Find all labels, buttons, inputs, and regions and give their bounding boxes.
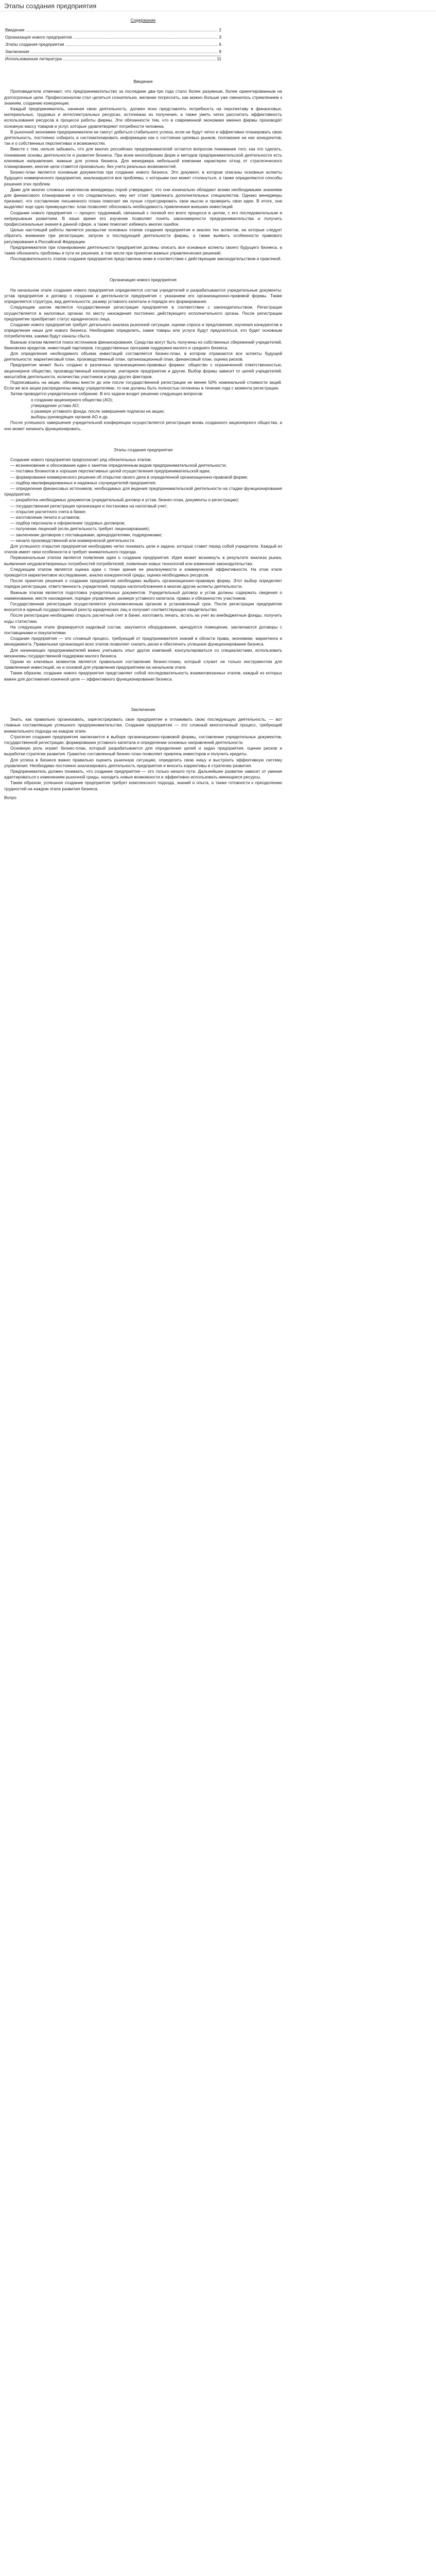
intro-paragraph: Предприниматели при планировании деятельности предприятия должны описать все основные аспекты своего будущего бизнеса, а также обозначить проблемы и пути их решения, в том числе при принятии важных управленческих решений. xyxy=(4,244,282,256)
section2-paragraph: — определение финансовых источников, необходимых для ведения предпринимательской деятельности на стадии функционирования предприятия; xyxy=(4,485,282,497)
toc-item-page: 2 xyxy=(219,27,221,33)
section1-paragraph: Создание нового предприятия требует детального анализа рыночной ситуации, оценки спроса и предложения, изучения конкурентов и определения ниши для нового бизнеса. Необходимо определить, какие товары или услуги будут предлагаться, кто будет основным потребителем, какими будут каналы сбыта. xyxy=(4,321,282,339)
intro-paragraph: Вместе с тем, нельзя забывать, что для многих российских предпринимателей остается вопросом понимание того, как это сделать, понимание основы деятельности и развития бизнеса. При всем многообразии форм и методов предпринимательской деятельности есть ключевые направления, важные для успеха бизнеса. Для менеджера небольшой компании характерен отход от стратегического планирования, многие цели ставятся произвольно, без учета реальных возможностей. xyxy=(4,146,282,170)
intro-paragraph: Бизнес-план является основным документом при создании нового бизнеса. Это документ, в котором описаны основные аспекты будущего коммерческого предприятия, анализируются все проблемы, с которыми оно может столкнуться, а также определяются способы решения этих проблем. xyxy=(4,170,282,187)
conclusion-heading: Заключение xyxy=(131,706,155,712)
section2-paragraph: — открытие расчетного счета в банке; xyxy=(10,509,86,514)
section2-paragraph: Таким образом, создание нового предприятия представляет собой последовательность взаимосвязанных этапов, каждый из которых важен для достижения конечной цели — эффективного функционирования бизнеса. xyxy=(4,670,282,682)
section2-body xyxy=(4,457,282,682)
conclusion-paragraph: Предприниматель должен понимать, что создание предприятия — это только начало пути. Дальнейшее развитие зависит от умения адаптироваться к изменениям рыночной среды, находить новые возможности и эффективно использовать имеющиеся ресурсы. xyxy=(4,768,282,780)
toc-heading: Содержание xyxy=(130,18,156,23)
section2-paragraph: — возникновение и обоснование идеи о занятии определенным видом предпринимательской деятельности; xyxy=(10,463,227,468)
section2-paragraph: — заключение договоров с поставщиками, арендодателями, подрядчиками; xyxy=(10,532,162,537)
section2-paragraph: На следующем этапе формируется кадровый состав, закупается оборудование, арендуется помещение, заключаются договоры с поставщиками и покупателями. xyxy=(4,624,282,636)
toc-item-label: Заключение xyxy=(5,48,29,54)
toc-leader xyxy=(63,56,216,62)
list-item: утверждение устава АО; xyxy=(31,402,80,408)
toc-item[interactable] xyxy=(5,49,221,56)
toc-item-page: 11 xyxy=(217,56,221,62)
section2-paragraph: После принятия решения о создании предприятия необходимо выбрать организационно-правовую форму. Этот выбор определяет порядок регистрации, ответственность учредителей, порядок налогообложения и многие другие аспекты деятельности. xyxy=(4,578,282,589)
conclusion-paragraph: Знать, как правильно организовать, зарегистрировать свое предприятие и отлаживать свою последующую деятельность, — вот главные составляющие успешного предпринимательства. Создание предприятия — это сложный многоэтапный процесс, требующий внимательного подхода на каждом этапе. xyxy=(4,717,282,734)
section2-paragraph: Для успешного открытия предприятия необходимо четко понимать цели и задачи, которые ставят перед собой учредители. Каждый из этапов имеет свои особенности и требует внимательного подхода. xyxy=(4,544,282,555)
section2-paragraph: — разработка необходимых документов (учредительный договор и устав, бизнес-план, документы о регистрации); xyxy=(10,497,239,503)
toc-leader xyxy=(30,49,218,55)
section2-intro: Создание нового предприятия предполагает ряд обязательных этапов: xyxy=(10,456,152,462)
intro-paragraph: Даже для многих сложных комплексов менеджеры порой утверждают, что они изначально обладают всеми необходимыми знаниями для финансового планирования и что следовательно, ему нет стоит привлекать дополнительных специалистов. Однако менеджеры признают, что составление письменного плана помогает им лучше структурировать свои мысли и проверить свои идеи. В итоге, они выделяют еще одно преимущество: план позволяет обосновать необходимость привлечения внешних инвестиций. xyxy=(4,187,282,210)
section2-paragraph: — изготовление печати и штампов; xyxy=(10,515,81,520)
conclusion-body xyxy=(4,717,282,792)
intro-paragraph: Последовательность этапов создания предприятия представлена ниже в соответствии с действующим законодательством и практикой. xyxy=(10,256,282,262)
section2-paragraph: Важным этапом является подготовка учредительных документов. Учредительный договор и устав должны содержать сведения о наименовании, месте нахождения, порядке управления, размере уставного капитала, правах и обязанностях участников. xyxy=(4,589,282,601)
toc-item[interactable] xyxy=(5,27,221,35)
table-of-contents xyxy=(4,27,221,63)
intro-section xyxy=(4,89,282,262)
section1-paragraph: На начальном этапе создания нового предприятия определяется состав учредителей и разрабатываются учредительные документы: устав предприятия и договор о создании и деятельности предприятия с указанием его организационно-правовой формы. Также определяется структура, вид деятельности, размер уставного капитала и порядок его формирования. xyxy=(4,287,282,304)
section1-paragraph: Важным этапом является поиск источников финансирования. Средства могут быть получены из собственных сбережений учредителей, банковских кредитов, инвестиций партнеров, государственных программ поддержки малого и среднего бизнеса. xyxy=(4,339,282,350)
list-item: о создании акционерного общества (АО); xyxy=(31,397,113,402)
conclusion-paragraph: Основную роль играет бизнес-план, который разрабатывается для определения целей и задач предприятия, оценки рисков и выработки стратегии развития. Грамотно составленный бизнес-план позволяет привлечь инвесторов и получить кредиты. xyxy=(4,745,282,757)
toc-item-page: 9 xyxy=(219,48,221,54)
section2-paragraph: Государственная регистрация осуществляется уполномоченным органом в установленный срок. После регистрации предприятие вносится в единый государственный реестр юридических лиц и получает соответствующее свидетельство. xyxy=(4,601,282,613)
toc-leader xyxy=(26,27,218,33)
intro-heading: Введение xyxy=(133,79,153,84)
section2-paragraph: — формирование коммерческого решения об открытии своего дела в определенной организационно-правовой форме; xyxy=(10,474,248,480)
toc-leader xyxy=(65,42,218,47)
section1-body xyxy=(4,287,282,432)
section1-heading: Организация нового предприятия xyxy=(110,277,177,283)
intro-paragraph: Создание нового предприятия — процесс трудоемкий, связанный с логикой его всего процесса в целом, с его последовательным и непрерывным развитием. В наше время его изучение позволяет понять закономерности предпринимательства и получить профессиональные знания в данной сфере, а также помогает избежать многих ошибок. xyxy=(4,210,282,227)
toc-item[interactable] xyxy=(5,56,221,63)
section1-paragraph: Для определения необходимого объема инвестиций составляется бизнес-план, в котором отражаются все аспекты будущей деятельности: маркетинговый план, производственный план, организационный план, финансовый план, оценка рисков. xyxy=(4,350,282,362)
section2-paragraph: Первоначальным этапом является появление идеи о создании предприятия. Идея может возникнуть в результате анализа рынка, выявления неудовлетворенных потребностей потребителей, появления новых технологий или изменения законодательства. xyxy=(4,555,282,566)
section2-paragraph: — поставка блокнотов и хорошая перспективных целей осуществления предпринимательской идеи; xyxy=(10,468,211,474)
toc-item-label: Введение xyxy=(5,27,25,33)
intro-paragraph: В рыночной экономике предприниматели не смогут добиться стабильного успеха, если не будут четко и эффективно планировать свою деятельность, постоянно собирать и систематизировать информацию как о состоянии целевых рынков, положение на них конкурентов, так и о собственных перспективах и возможностях. xyxy=(4,129,282,146)
section2-paragraph: Следующим этапом является оценка идеи с точки зрения ее реализуемости и коммерческой эффективности. На этом этапе проводится маркетинговое исследование, анализ конкурентной среды, оценка необходимых ресурсов. xyxy=(4,566,282,578)
document-body xyxy=(4,13,282,801)
section1-paragraph: Затем проводится учредительное собрание. В его задачи входит решение следующих вопросов: xyxy=(10,391,204,397)
section2-paragraph: — подбор персонала и оформление трудовых договоров; xyxy=(10,520,126,526)
intro-paragraph: Целью настоящей работы является раскрытие основных этапов создания предприятия и анализ тех аспектов, на которые следует обратить внимание при регистрации, запуске и последующей деятельности фирмы, а также выявить особенности правового регулирования в Российской Федерации. xyxy=(4,227,282,244)
footer-fragment: Вопро xyxy=(4,794,16,800)
toc-item-label: Этапы создания предприятия xyxy=(5,41,64,47)
section1-paragraph: Предприятие может быть создано в различных организационно-правовых формах: общество с ограниченной ответственностью, акционерное общество, производственный кооператив, унитарное предприятие и другие. Выбор формы зависит от целей учредителей, масштабов деятельности, количества участников и ряда других факторов. xyxy=(4,362,282,379)
section2-heading: Этапы создания предприятия xyxy=(113,447,173,452)
page-title: Этапы создания предприятия xyxy=(4,2,97,10)
toc-item[interactable] xyxy=(5,42,221,49)
section1-list xyxy=(4,397,282,420)
section2-paragraph: Для начинающих предпринимателей важно учитывать опыт других компаний, консультироваться со специалистами, использовать механизмы государственной поддержки малого бизнеса. xyxy=(4,647,282,658)
list-item: о размере уставного фонда, после завершения подписки на акции; xyxy=(31,408,165,414)
conclusion-paragraph: Для успеха в бизнесе важно правильно оценить рыночную ситуацию, определить свою нишу и выстроить эффективную систему управления. Необходимо постоянно анализировать деятельность предприятия и вносить коррективы в стратегию развития. xyxy=(4,757,282,768)
section1-paragraph: Следующим шагом является государственная регистрация предприятия в соответствии с законодательством. Регистрация осуществляется в налоговых органах по месту нахождения постоянно действующего исполнительного органа. После регистрации предприятие приобретает статус юридического лица. xyxy=(4,304,282,321)
section2-paragraph: После регистрации необходимо открыть расчетный счет в банке, изготовить печать, встать на учет во внебюджетные фонды, получить коды статистики. xyxy=(4,613,282,624)
conclusion-paragraph: Стратегия создания предприятия заключается в выборе организационно-правовой формы, составлении учредительных документов, государственной регистрации, формировании уставного капитала и определении основных направлений деятельности. xyxy=(4,734,282,745)
section1-paragraph: После успешного завершения учредительной конференции осуществляется регистрация вновь созданного акционерного общества, и оно может начинать функционировать. xyxy=(4,420,282,431)
section2-paragraph: — государственная регистрация организации и постановка на налоговый учет; xyxy=(10,503,168,509)
toc-leader xyxy=(73,35,218,40)
section2-paragraph: Создание предприятия — это сложный процесс, требующий от предпринимателя знаний в области права, экономики, маркетинга и менеджмента. Правильная организация всех этапов позволяет снизить риски и обеспечить успешное функционирование бизнеса. xyxy=(4,636,282,647)
list-item: выборы руководящих органов АО и др. xyxy=(31,414,109,420)
toc-item-page: 3 xyxy=(219,35,221,40)
toc-item-label: Организация нового предприятия xyxy=(5,35,72,40)
section2-paragraph: — получение лицензий (если деятельность требует лицензирования); xyxy=(10,526,150,532)
toc-item-page: 6 xyxy=(219,41,221,47)
intro-paragraph: Каждый предприниматель, начиная свою деятельность, должен ясно представлять потребность на перспективу в финансовых, материальных, трудовых и интеллектуальных ресурсах, источниках их получения, а также уметь четко рассчитать эффективность использования ресурсов в процессе работы фирмы. Эти обязанности тем, что в современной экономике именно фирмы производят основную массу товаров и услуг, которые удовлетворяют потребности человека. xyxy=(4,106,282,129)
intro-paragraph: Проповедители отмечают, что предпринимательство за последние два-три года стало более разумным, более ориентированным на долгосрочные цели. Профессионалом стал целиться сознательно, желание погрессить, как можно больше уже сменилось стремлением к знаниям, созданию конкуренции. xyxy=(4,89,282,106)
section2-paragraph: — начало производственной или коммерческой деятельности. xyxy=(10,537,135,543)
section2-paragraph: — подбор квалифицированных и надежных соучредителей предприятия; xyxy=(10,480,156,485)
toc-item-label: Использованная литература xyxy=(5,56,62,62)
section1-paragraph: Подписавшись на акции, обязаны внести до или после государственной регистрации не менее 50% номинальной стоимости акций. Если же все акции распределены между учредителями, то они должны быть полностью оплачены в течение года с момента регистрации. xyxy=(4,379,282,391)
section2-paragraph: Одним из ключевых моментов является правильное составление бизнес-плана, который служит не только инструментом для привлечения инвестиций, но и основой для управления предприятием на начальном этапе. xyxy=(4,659,282,670)
conclusion-paragraph: Таким образом, успешное создание предприятия требует комплексного подхода, знаний и опыта, а также готовности к преодолению трудностей на каждом этапе развития бизнеса. xyxy=(4,780,282,791)
toc-item[interactable] xyxy=(5,35,221,42)
